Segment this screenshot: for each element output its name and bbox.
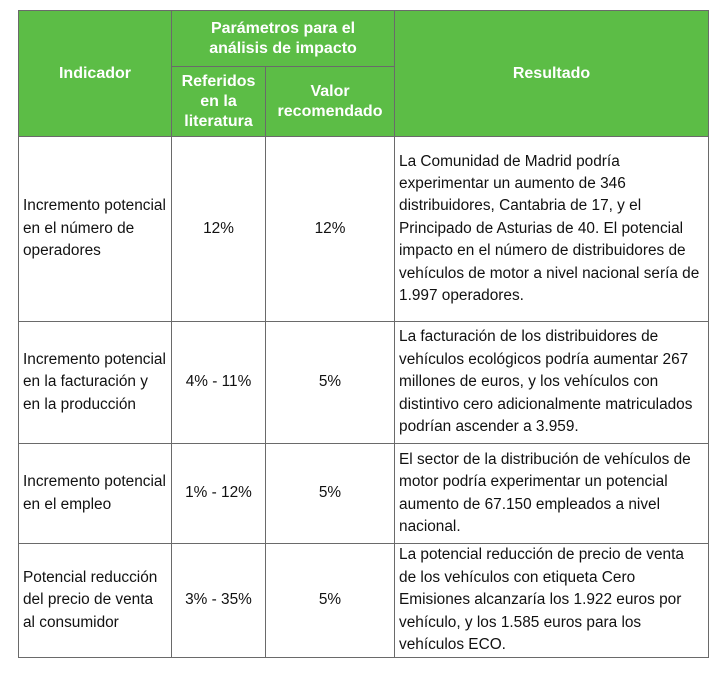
table-row bbox=[19, 137, 709, 322]
cell-indicador: Potencial reducción del precio de venta al consumidor bbox=[19, 544, 172, 658]
cell-indicador: Incremento potencial en la facturación y en la producción bbox=[19, 322, 172, 444]
table-row bbox=[19, 322, 709, 444]
table-row bbox=[19, 444, 709, 544]
header-resultado: Resultado bbox=[395, 11, 709, 137]
cell-referidos: 4% - 11% bbox=[172, 322, 266, 444]
cell-valor: 12% bbox=[266, 137, 395, 322]
table-body bbox=[19, 137, 709, 658]
cell-indicador: Incremento potencial en el número de operadores bbox=[19, 137, 172, 322]
impact-table bbox=[18, 10, 709, 658]
header-referidos: Referidos en la literatura bbox=[172, 67, 266, 137]
table-header bbox=[19, 11, 709, 137]
table-row bbox=[19, 544, 709, 658]
cell-referidos: 12% bbox=[172, 137, 266, 322]
cell-valor: 5% bbox=[266, 322, 395, 444]
cell-resultado: La potencial reducción de precio de venta de los vehículos con etiqueta Cero Emisiones alcanzaría los 1.922 euros por vehículo, y los 1.585 euros para los vehículos ECO. bbox=[395, 544, 709, 658]
header-parametros: Parámetros para el análisis de impacto bbox=[172, 11, 395, 67]
cell-indicador: Incremento potencial en el empleo bbox=[19, 444, 172, 544]
cell-resultado: El sector de la distribución de vehículos de motor podría experimentar un potencial aumento de 67.150 empleados a nivel nacional. bbox=[395, 444, 709, 544]
cell-referidos: 1% - 12% bbox=[172, 444, 266, 544]
cell-valor: 5% bbox=[266, 544, 395, 658]
header-indicador: Indicador bbox=[19, 11, 172, 137]
cell-resultado: La facturación de los distribuidores de vehículos ecológicos podría aumentar 267 millones de euros, y los vehículos con distintivo cero adicionalmente matriculados podrían ascender a 3.959. bbox=[395, 322, 709, 444]
cell-resultado: La Comunidad de Madrid podría experimentar un aumento de 346 distribuidores, Cantabria de 17, y el Principado de Asturias de 40. El potencial impacto en el número de distribuidores de vehículos de motor a nivel nacional sería de 1.997 operadores. bbox=[395, 137, 709, 322]
header-valor: Valor recomendado bbox=[266, 67, 395, 137]
impact-table-container bbox=[18, 10, 709, 658]
cell-referidos: 3% - 35% bbox=[172, 544, 266, 658]
cell-valor: 5% bbox=[266, 444, 395, 544]
